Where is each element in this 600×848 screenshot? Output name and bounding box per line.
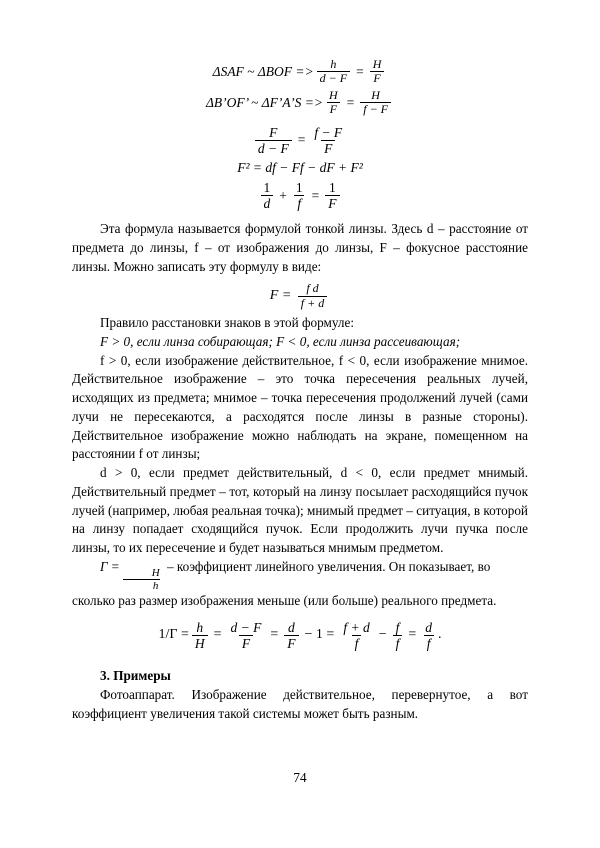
formula-lens-F bbox=[72, 282, 528, 310]
equals-sign-6: = bbox=[270, 627, 279, 643]
minus-sign-2: − bbox=[378, 627, 387, 643]
page-number: 74 bbox=[293, 770, 307, 785]
gamma-symbol: Г = bbox=[100, 558, 120, 574]
formula-line-4: F² = df − Ff − dF + F² bbox=[237, 159, 363, 175]
fraction-h-over-d-minus-F: $\frac{h}{d - F}$ bbox=[317, 58, 350, 86]
equals-sign-1: = bbox=[356, 63, 364, 79]
formula-thin-lens bbox=[72, 180, 528, 211]
equals-sign-2: = bbox=[346, 94, 355, 110]
equals-sign-3: = bbox=[297, 132, 306, 148]
similarity-relation-1: ΔSAF ~ ΔBOF => bbox=[212, 63, 314, 79]
formula-line-2 bbox=[72, 89, 528, 117]
paragraph-sign-rule-intro: Правило расстановки знаков в этой формуле: bbox=[100, 315, 354, 331]
fraction-F-over-d-minus-F: $\frac{F}{d - F}$ bbox=[255, 125, 292, 156]
fraction-f-minus-F-over-F: $\frac{f - F}{F}$ bbox=[314, 124, 343, 156]
fraction-H-over-F: $\frac{H}{F}$ bbox=[370, 58, 385, 86]
fraction-fd-over-f-plus-d: $\frac{\text{f d}}{f + d}$ bbox=[298, 282, 327, 310]
equals-sign-5: = bbox=[213, 627, 222, 643]
plus-sign: + bbox=[279, 187, 287, 203]
gamma-inverse-lhs: 1/Г = bbox=[158, 627, 189, 643]
fraction-f-plus-d-over-f: $\frac{f + d}{f}$ bbox=[343, 619, 370, 651]
fraction-1-over-F: $\frac{1}{F}$ bbox=[325, 180, 339, 211]
paragraph-camera-example: Фотоаппарат. Изображение действительное, перевернутое, а вот коэффициент увеличения такой системы может быть разным. bbox=[72, 686, 528, 721]
fraction-d-over-F: $\frac{d}{F}$ bbox=[284, 620, 298, 651]
section-heading-examples: 3. Примеры bbox=[100, 667, 171, 683]
equals-sign-4: = bbox=[311, 187, 320, 203]
similarity-relation-2: ΔB’OF’ ~ ΔF’A’S => bbox=[205, 94, 323, 110]
paragraph-sign-rule-F: F > 0, если линза собирающая; F < 0, если линза рассеивающая; bbox=[100, 334, 461, 349]
paragraph-sign-rule-f: f > 0, если изображение действительное, f < 0, если изображение мнимое. Действительное изображение – это точка пересечения реальных лучей, исходящих из предмета; мнимое – точка пересечения продолжений лучей (сами лучи не пересекаются, а расходятся после линзы в разные стороны). Действительное изображение можно наблюдать на экране, помещенном на расстоянии f от линзы; bbox=[72, 352, 528, 462]
fraction-H-over-F-2: $\frac{H}{F}$ bbox=[326, 89, 341, 117]
fraction-H-over-h: $\frac{H}{h}$ bbox=[122, 567, 162, 592]
fraction-d-minus-F-over-F: $\frac{d - F}{F}$ bbox=[230, 619, 262, 651]
formula-line-1 bbox=[72, 58, 528, 86]
derivation-formulas bbox=[72, 58, 528, 211]
formula-line-3 bbox=[72, 125, 528, 156]
fraction-1-over-d: $\frac{1}{d}$ bbox=[261, 180, 274, 211]
fraction-H-over-f-minus-F: $\frac{H}{f - F}$ bbox=[360, 89, 391, 117]
paragraph-sign-rule-d: d > 0, если предмет действительный, d < 0, если предмет мнимый. Действительный предмет – тот, который на линзу посылает расходящийся пучок лучей (например, любая реальная точка); мнимый предмет – ситуация, в которой на линзу попадает сходящийся пучок. Если продолжить лучи пучка после линзы, то их пересечение и будет называться мнимым предметом. bbox=[72, 465, 528, 556]
formula-lens-lhs: F = bbox=[269, 288, 292, 304]
fraction-f-over-f: $\frac{f}{f}$ bbox=[393, 620, 403, 651]
formula-gamma-inverse bbox=[72, 617, 528, 654]
minus-one-equals: − 1 = bbox=[304, 627, 335, 643]
fraction-h-over-H: $\frac{h}{H}$ bbox=[192, 620, 208, 651]
gamma-description: – коэффициент линейного увеличения. Он показывает, во сколько раз размер изображения меньше (или больше) реального предмета. bbox=[72, 558, 497, 608]
fraction-d-over-f: $\frac{d}{f}$ bbox=[425, 619, 433, 651]
paragraph-thin-lens-formula: Эта формула называется формулой тонкой линзы. Здесь d – расстояние от предмета до линзы, f – от изображения до линзы, F – фокусное расстояние линзы. Можно записать эту формулу в виде: bbox=[72, 221, 528, 274]
paragraph-linear-magnification bbox=[72, 558, 528, 611]
period-mark: . bbox=[438, 627, 442, 643]
fraction-1-over-f: $\frac{1}{f}$ bbox=[295, 179, 303, 212]
equals-sign-7: = bbox=[408, 627, 417, 643]
